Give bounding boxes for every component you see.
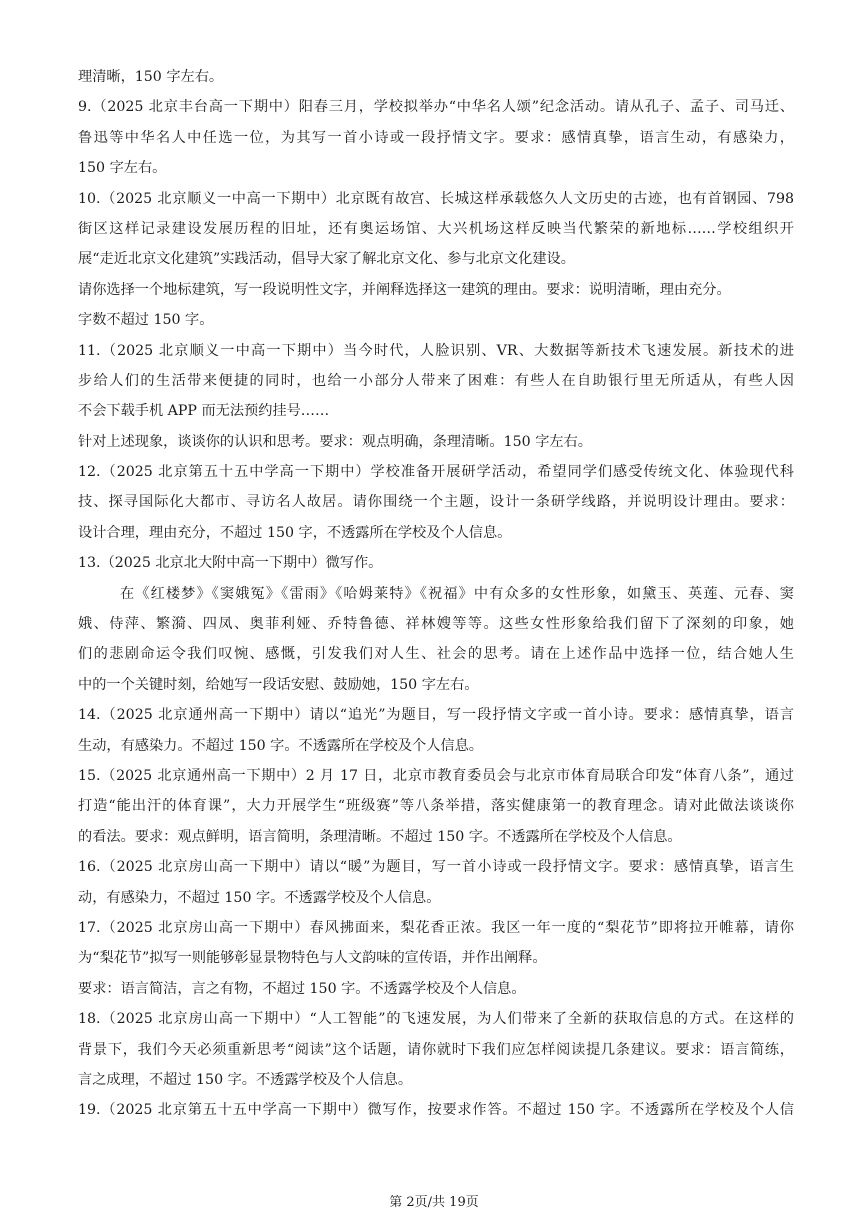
text-line: 为“梨花节”拟写一则能够彰显景物特色与人文韵味的宣传语，并作出阐释。 [78, 950, 547, 967]
text-line: 16.（2025 北京房山高一下期中）请以“暖”为题目，写一首小诗或一段抒情文字。要求：感情真挚，语言生 [78, 859, 794, 876]
text-line: 18.（2025 北京房山高一下期中）“人工智能”的飞速发展，为人们带来了全新的获取信息的方式。在这样的 [78, 1011, 794, 1028]
text-line: 街区这样记录建设发展历程的旧址，还有奥运场馆、大兴机场这样反映当代繁荣的新地标……学校组织开 [78, 220, 794, 237]
page-footer: 第 2页/共 19页 [389, 1195, 479, 1210]
text-line: 针对上述现象，谈谈你的认识和思考。要求：观点明确，条理清晰。150 字左右。 [78, 433, 592, 450]
text-line: 生动，有感染力。不超过 150 字。不透露所在学校及个人信息。 [78, 737, 483, 754]
text-line: 的看法。要求：观点鲜明，语言简明，条理清晰。不超过 150 字。不透露所在学校及个人信息。 [78, 828, 682, 845]
text-line: 9.（2025 北京丰台高一下期中）阳春三月，学校拟举办“中华名人颂”纪念活动。请从孔子、孟子、司马迁、 [78, 99, 794, 116]
text-line: 150 字左右。 [78, 160, 167, 177]
text-line: 要求：语言简洁，言之有物，不超过 150 字。不透露学校及个人信息。 [78, 980, 526, 997]
text-line: 技、探寻国际化大都市、寻访名人故居。请你围绕一个主题，设计一条研学线路，并说明设计理由。要求： [78, 494, 794, 511]
text-line: 背景下，我们今天必须重新思考“阅读”这个话题，请你就时下我们应怎样阅读提几条建议。要求：语言简练， [78, 1041, 794, 1058]
text-line: 13.（2025 北京北大附中高一下期中）微写作。 [78, 555, 383, 572]
text-line: 打造“能出汗的体育课”，大力开展学生“班级赛”等八条举措，落实健康第一的教育理念。请对此做法谈谈你 [78, 798, 794, 815]
text-line: 设计合理，理由充分，不超过 150 字，不透露所在学校及个人信息。 [78, 524, 512, 541]
text-line: 11.（2025 北京顺义一中高一下期中）当今时代，人脸识别、VR、大数据等新技术飞速发展。新技术的进 [78, 342, 794, 359]
text-line: 12.（2025 北京第五十五中学高一下期中）学校准备开展研学活动，希望同学们感受传统文化、体验现代科 [78, 464, 794, 481]
text-line: 字数不超过 150 字。 [78, 312, 214, 329]
page-body [78, 62, 794, 1126]
text-line: 展“走近北京文化建筑”实践活动，倡导大家了解北京文化、参与北京文化建设。 [78, 251, 575, 268]
text-line: 步给人们的生活带来便捷的同时，也给一小部分人带来了困难：有些人在自助银行里无所适从，有些人因 [78, 372, 794, 389]
text-line: 不会下载手机 APP 而无法预约挂号…… [78, 403, 330, 420]
text-line: 在《红楼梦》《窦娥冤》《雷雨》《哈姆莱特》《祝福》中有众多的女性形象，如黛玉、英莲、元春、窦 [120, 585, 794, 602]
text-line: 中的一个关键时刻，给她写一段话安慰、鼓励她，150 字左右。 [78, 676, 479, 693]
text-line: 15.（2025 北京通州高一下期中）2 月 17 日，北京市教育委员会与北京市体育局联合印发“体育八条”，通过 [78, 767, 794, 784]
text-line: 言之成理，不超过 150 字。不透露学校及个人信息。 [78, 1071, 413, 1088]
text-line: 动，有感染力，不超过 150 字。不透露学校及个人信息。 [78, 889, 441, 906]
text-line: 10.（2025 北京顺义一中高一下期中）北京既有故宫、长城这样承载悠久人文历史的古迹，也有首钢园、798 [78, 190, 794, 207]
text-line: 17.（2025 北京房山高一下期中）春风拂面来，梨花香正浓。我区一年一度的“梨花节”即将拉开帷幕，请你 [78, 919, 794, 936]
text-line: 们的悲剧命运令我们叹惋、感慨，引发我们对人生、社会的思考。请在上述作品中选择一位，结合她人生 [78, 646, 794, 663]
text-line: 鲁迅等中华名人中任选一位，为其写一首小诗或一段抒情文字。要求：感情真挚，语言生动，有感染力， [78, 129, 794, 146]
text-line: 理清晰，150 字左右。 [78, 69, 224, 85]
text-line: 娥、侍萍、繁漪、四凤、奥菲利娅、乔特鲁德、祥林嫂等等。这些女性形象给我们留下了深刻的印象，她 [78, 616, 794, 633]
text-line: 19.（2025 北京第五十五中学高一下期中）微写作，按要求作答。不超过 150 字。不透露所在学校及个人信 [78, 1102, 794, 1119]
text-line: 14.（2025 北京通州高一下期中）请以“追光”为题目，写一段抒情文字或一首小诗。要求：感情真挚，语言 [78, 707, 794, 724]
text-line: 请你选择一个地标建筑，写一段说明性文字，并阐释选择这一建筑的理由。要求：说明清晰，理由充分。 [78, 281, 731, 298]
